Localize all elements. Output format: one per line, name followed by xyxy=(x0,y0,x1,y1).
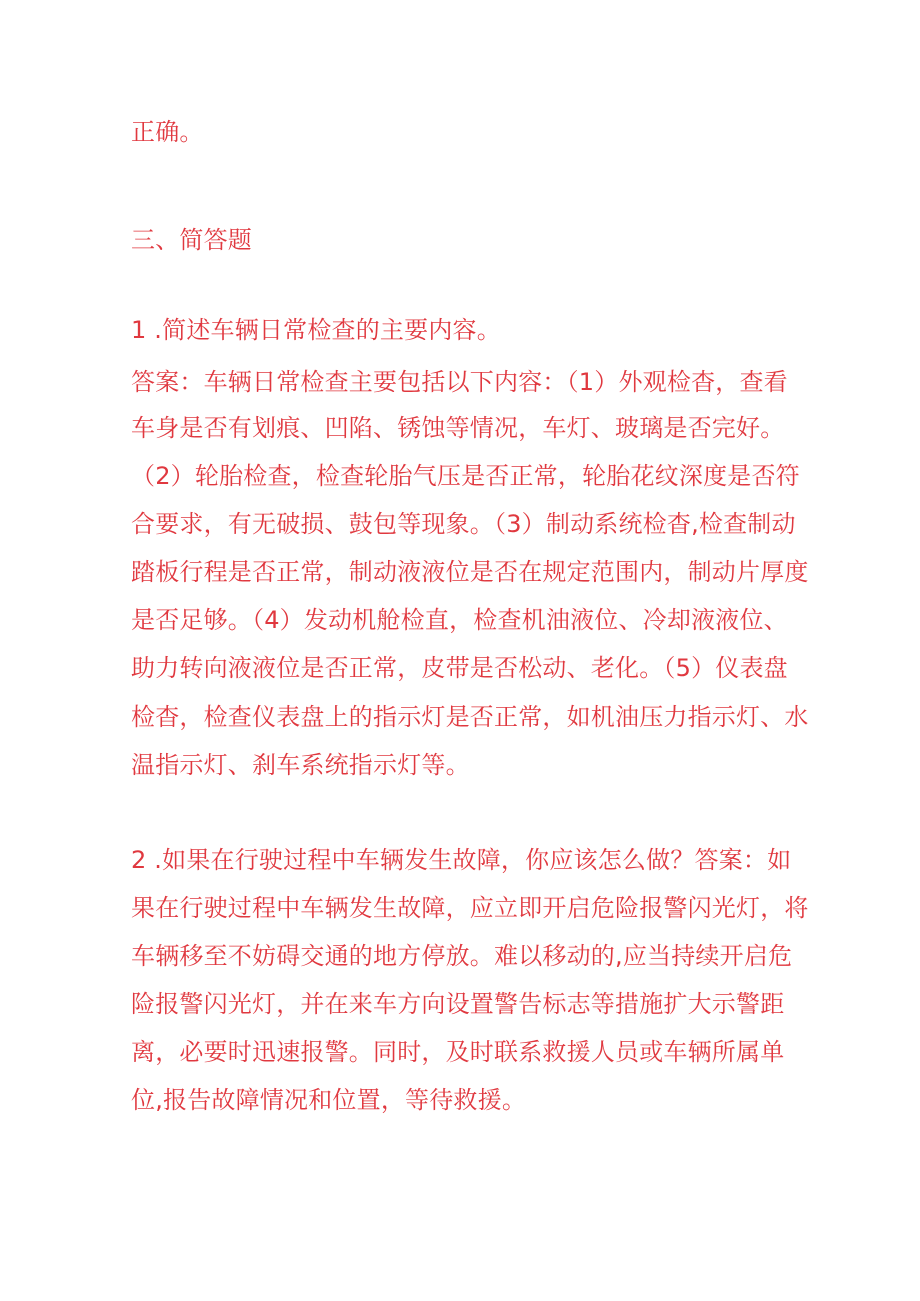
answer-1-line: 温指示灯、刹车系统指示灯等。 xyxy=(131,751,470,779)
answer-1-line: （2）轮胎检查，检查轮胎气压是否正常，轮胎花纹深度是否符 xyxy=(131,462,800,490)
answer-1-line: 助力转向液液位是否正常，皮带是否松动、老化。（5）仪表盘 xyxy=(131,654,788,682)
answer-2-line: 离，必要时迅速报警。同时，及时联系救援人员或车辆所属单 xyxy=(131,1038,785,1066)
answer-2-line: 车辆移至不妨碍交通的地方停放。难以移动的,应当持续开启危 xyxy=(131,942,793,970)
answer-1-line: 答案：车辆日常检查主要包括以下内容：（1）外观检杳，查看 xyxy=(131,368,788,396)
question-2-title: 2 .如果在行驶过程中车辆发生故障，你应该怎么做？答案：如 xyxy=(131,846,792,874)
continuation-text: 正确。 xyxy=(131,118,204,146)
answer-1-line: 合要求，有无破损、鼓包等现象。（3）制动系统检杳,检查制动 xyxy=(131,510,796,538)
answer-2-line: 果在行驶过程中车辆发生故障，应立即开启危险报警闪光灯，将 xyxy=(131,894,809,922)
question-1-title: 1 .简述车辆日常检查的主要内容。 xyxy=(131,316,501,344)
answer-1-line: 检杳，检查仪表盘上的指示灯是否正常，如机油压力指示灯、水 xyxy=(131,703,809,731)
section-heading: 三、简答题 xyxy=(131,226,252,254)
answer-1-line: 车身是否有划痕、凹陷、锈蚀等情况，车灯、玻璃是否完好。 xyxy=(131,414,785,442)
answer-2-line: 险报警闪光灯，并在来车方向设置警告标志等措施扩大示警距 xyxy=(131,990,785,1018)
answer-1-line: 踏板行程是否正常，制动液液位是否在规定范围内，制动片厚度 xyxy=(131,558,809,586)
answer-2-line: 位,报告故障情况和位置，等待救援。 xyxy=(131,1086,527,1114)
answer-1-line: 是否足够。（4）发动机舱检直，检查机油液位、冷却液液位、 xyxy=(131,606,788,634)
